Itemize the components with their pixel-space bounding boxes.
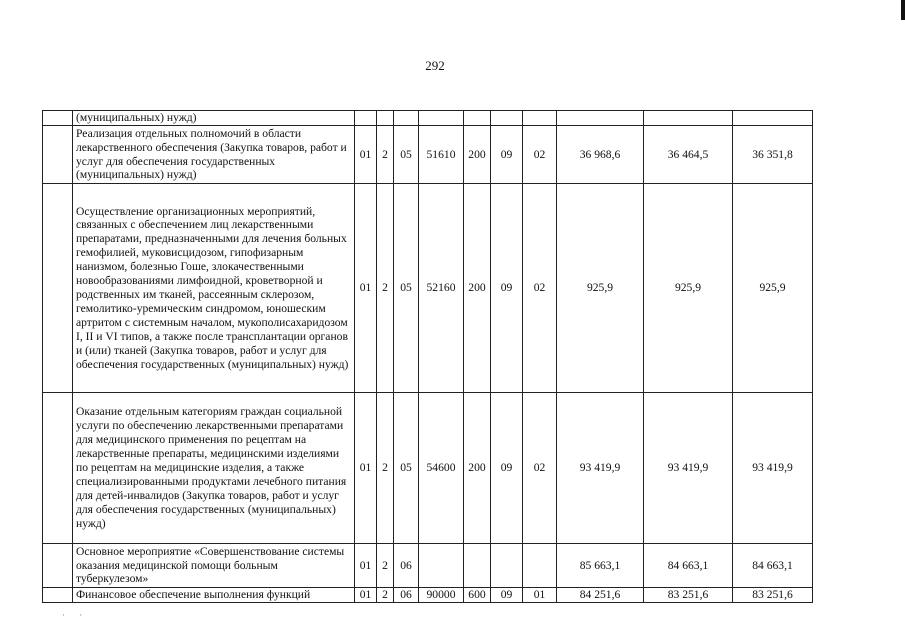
subsection-cell [523, 111, 557, 126]
code-cell: 54600 [419, 393, 464, 544]
subsection-cell: 02 [523, 184, 557, 393]
scan-specks: · · [62, 610, 89, 620]
page-number: 292 [425, 58, 445, 73]
expense-type-cell: 600 [464, 588, 491, 603]
expense-type-cell [464, 544, 491, 588]
subprogram-cell [377, 111, 394, 126]
page-edge-mark [901, 0, 905, 20]
row-name-cell: Осуществление организационных мероприятий, связанных с обеспечением лиц лекарственными препаратами, предназначенными для лечения больных гемофилией, муковисцидозом, гипофизарным нанизмом, болезнью Гоше, злокачественными новообразованиями лимфоидной, кроветворной и родственных им тканей, рассеянным склерозом, гемолитико-уремическим синдромом, юношеским артритом с системным началом, мукополисахаридозом I, II и VI типов, а также после трансплантации органов и (или) тканей (Закупка товаров, работ и услуг для обеспечения государственных (муниципальных) нужд) [73, 184, 355, 393]
amount-3-cell [733, 111, 813, 126]
amount-2-cell: 93 419,9 [644, 393, 733, 544]
blank-cell [43, 544, 73, 588]
direction-cell: 05 [394, 184, 419, 393]
section-cell: 09 [491, 588, 523, 603]
table-body [43, 111, 813, 603]
table-row [43, 393, 813, 544]
program-cell: 01 [355, 126, 377, 184]
code-cell [419, 544, 464, 588]
row-name-cell: (муниципальных) нужд) [73, 111, 355, 126]
budget-table [42, 110, 813, 603]
section-cell [491, 111, 523, 126]
section-cell [491, 544, 523, 588]
amount-3-cell: 83 251,6 [733, 588, 813, 603]
amount-1-cell: 36 968,6 [557, 126, 644, 184]
amount-2-cell: 83 251,6 [644, 588, 733, 603]
program-cell: 01 [355, 544, 377, 588]
expense-type-cell: 200 [464, 184, 491, 393]
direction-cell: 05 [394, 126, 419, 184]
expense-type-cell [464, 111, 491, 126]
subsection-cell: 01 [523, 588, 557, 603]
row-name-cell: Реализация отдельных полномочий в области лекарственного обеспечения (Закупка товаров, работ и услуг для обеспечения государственных (муниципальных) нужд) [73, 126, 355, 184]
amount-3-cell: 84 663,1 [733, 544, 813, 588]
blank-cell [43, 126, 73, 184]
table-row [43, 126, 813, 184]
subsection-cell: 02 [523, 126, 557, 184]
amount-1-cell: 84 251,6 [557, 588, 644, 603]
table-row [43, 111, 813, 126]
section-cell: 09 [491, 184, 523, 393]
code-cell: 51610 [419, 126, 464, 184]
code-cell: 90000 [419, 588, 464, 603]
amount-3-cell: 925,9 [733, 184, 813, 393]
amount-2-cell: 84 663,1 [644, 544, 733, 588]
expense-type-cell: 200 [464, 126, 491, 184]
row-name-cell: Оказание отдельным категориям граждан социальной услуги по обеспечению лекарственными препаратами для медицинского применения по рецептам на лекарственные препараты, медицинскими изделиями по рецептам на медицинские изделия, а также специализированными продуктами лечебного питания для детей-инвалидов (Закупка товаров, работ и услуг для обеспечения государственных (муниципальных) нужд) [73, 393, 355, 544]
direction-cell: 06 [394, 588, 419, 603]
blank-cell [43, 588, 73, 603]
program-cell [355, 111, 377, 126]
direction-cell: 05 [394, 393, 419, 544]
amount-2-cell: 925,9 [644, 184, 733, 393]
amount-3-cell: 93 419,9 [733, 393, 813, 544]
subprogram-cell: 2 [377, 544, 394, 588]
subprogram-cell: 2 [377, 588, 394, 603]
subprogram-cell: 2 [377, 184, 394, 393]
subsection-cell [523, 544, 557, 588]
subprogram-cell: 2 [377, 126, 394, 184]
amount-1-cell: 93 419,9 [557, 393, 644, 544]
direction-cell: 06 [394, 544, 419, 588]
amount-1-cell [557, 111, 644, 126]
blank-cell [43, 111, 73, 126]
direction-cell [394, 111, 419, 126]
amount-1-cell: 85 663,1 [557, 544, 644, 588]
program-cell: 01 [355, 184, 377, 393]
amount-2-cell: 36 464,5 [644, 126, 733, 184]
amount-3-cell: 36 351,8 [733, 126, 813, 184]
subsection-cell: 02 [523, 393, 557, 544]
program-cell: 01 [355, 588, 377, 603]
program-cell: 01 [355, 393, 377, 544]
section-cell: 09 [491, 393, 523, 544]
row-name-cell: Финансовое обеспечение выполнения функций [73, 588, 355, 603]
amount-2-cell [644, 111, 733, 126]
code-cell [419, 111, 464, 126]
subprogram-cell: 2 [377, 393, 394, 544]
table-row [43, 184, 813, 393]
code-cell: 52160 [419, 184, 464, 393]
section-cell: 09 [491, 126, 523, 184]
expense-type-cell: 200 [464, 393, 491, 544]
table-row [43, 588, 813, 603]
blank-cell [43, 393, 73, 544]
table-row [43, 544, 813, 588]
blank-cell [43, 184, 73, 393]
row-name-cell: Основное мероприятие «Совершенствование системы оказания медицинской помощи больным туберкулезом» [73, 544, 355, 588]
amount-1-cell: 925,9 [557, 184, 644, 393]
